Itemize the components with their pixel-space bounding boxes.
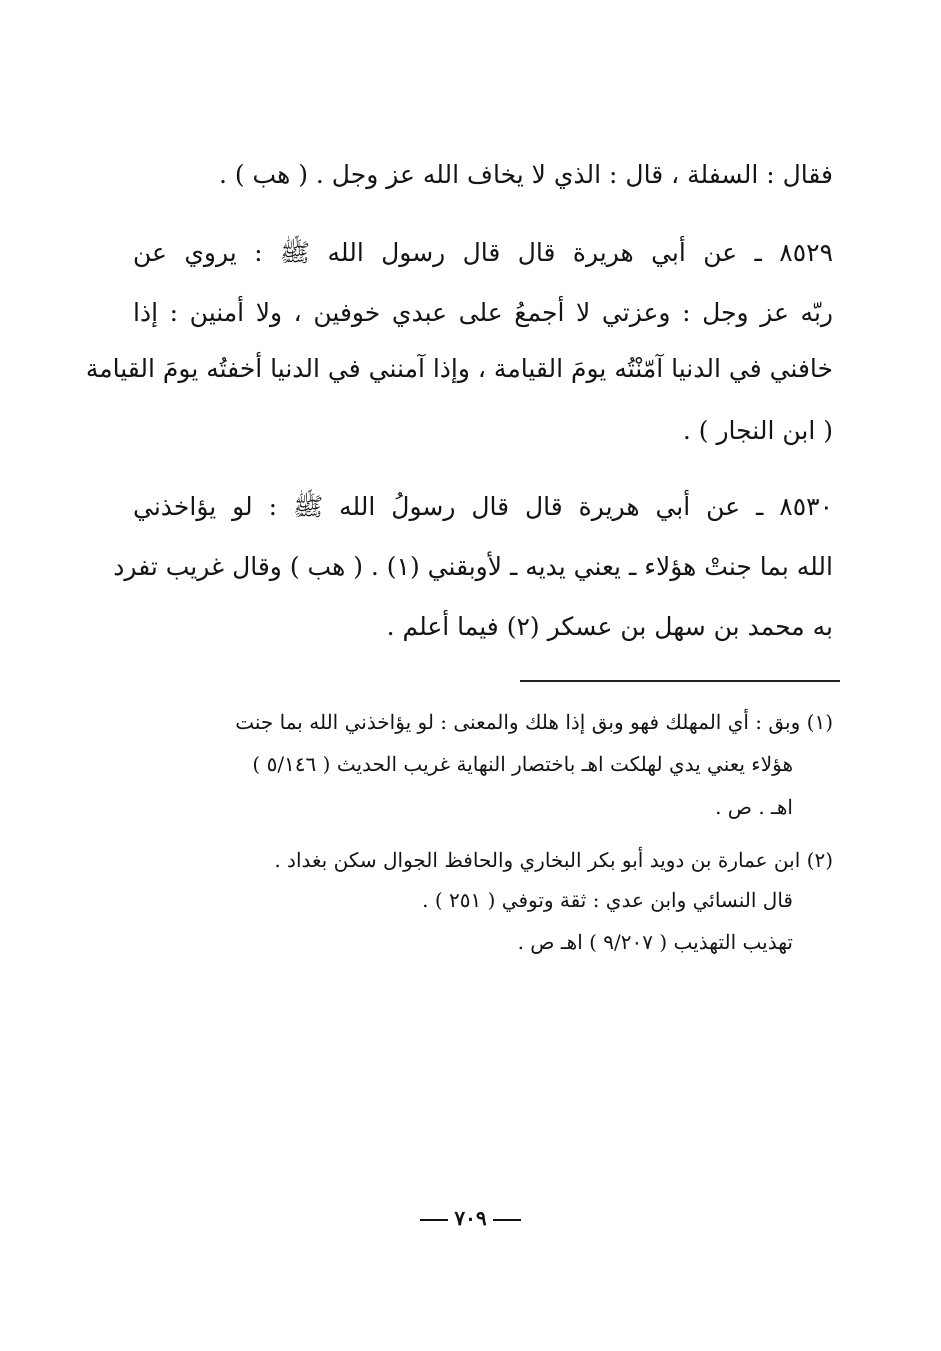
page-number <box>0 1206 941 1230</box>
footnote-line: (٢) ابن عمارة بن دويد أبو بكر البخاري والحافظ الجوال سكن بغداد . <box>274 848 833 872</box>
footnote-line: تهذيب التهذيب ( ٩/٢٠٧ ) اهـ ص . <box>517 930 793 954</box>
text-line: خافني في الدنيا آمّنْتُه يومَ القيامة ، وإذا آمنني في الدنيا أخفتُه يومَ القيامة <box>85 354 833 383</box>
text-line: الله بما جنتْ هؤلاء ـ يعني يديه ـ لأوبقني (١) . ( هب ) وقال غريب تفرد <box>113 552 833 581</box>
text-line: ٨٥٢٩ ـ عن أبي هريرة قال قال رسول الله ﷺ : يروي عن <box>133 238 833 267</box>
text-line: ربّه عز وجل : وعزتي لا أجمعُ على عبدي خوفين ، ولا أمنين : إذا <box>133 298 833 327</box>
footnote-line: قال النسائي وابن عدي : ثقة وتوفي ( ٢٥١ ) . <box>422 888 793 912</box>
text-line: فقال : السفلة ، قال : الذي لا يخاف الله عز وجل . ( هب ) . <box>218 160 833 189</box>
footnote-line: اهـ . ص . <box>715 795 793 819</box>
page-number-value: ٧٠٩ <box>454 1206 487 1230</box>
text-line: به محمد بن سهل بن عسكر (٢) فيما أعلم . <box>386 612 833 641</box>
footnote-line: (١) وبق : أي المهلك فهو وبق إذا هلك والمعنى : لو يؤاخذني الله بما جنت <box>235 710 833 734</box>
text-line: ( ابن النجار ) . <box>682 416 833 445</box>
text-line: ٨٥٣٠ ـ عن أبي هريرة قال قال رسولُ الله ﷺ : لو يؤاخذني <box>133 492 833 521</box>
footnote-line: هؤلاء يعني يدي لهلكت اهـ باختصار النهاية غريب الحديث ( ٥/١٤٦ ) <box>252 752 793 776</box>
footnote-separator <box>520 680 840 682</box>
dash-left <box>493 1219 521 1221</box>
dash-right <box>420 1219 448 1221</box>
